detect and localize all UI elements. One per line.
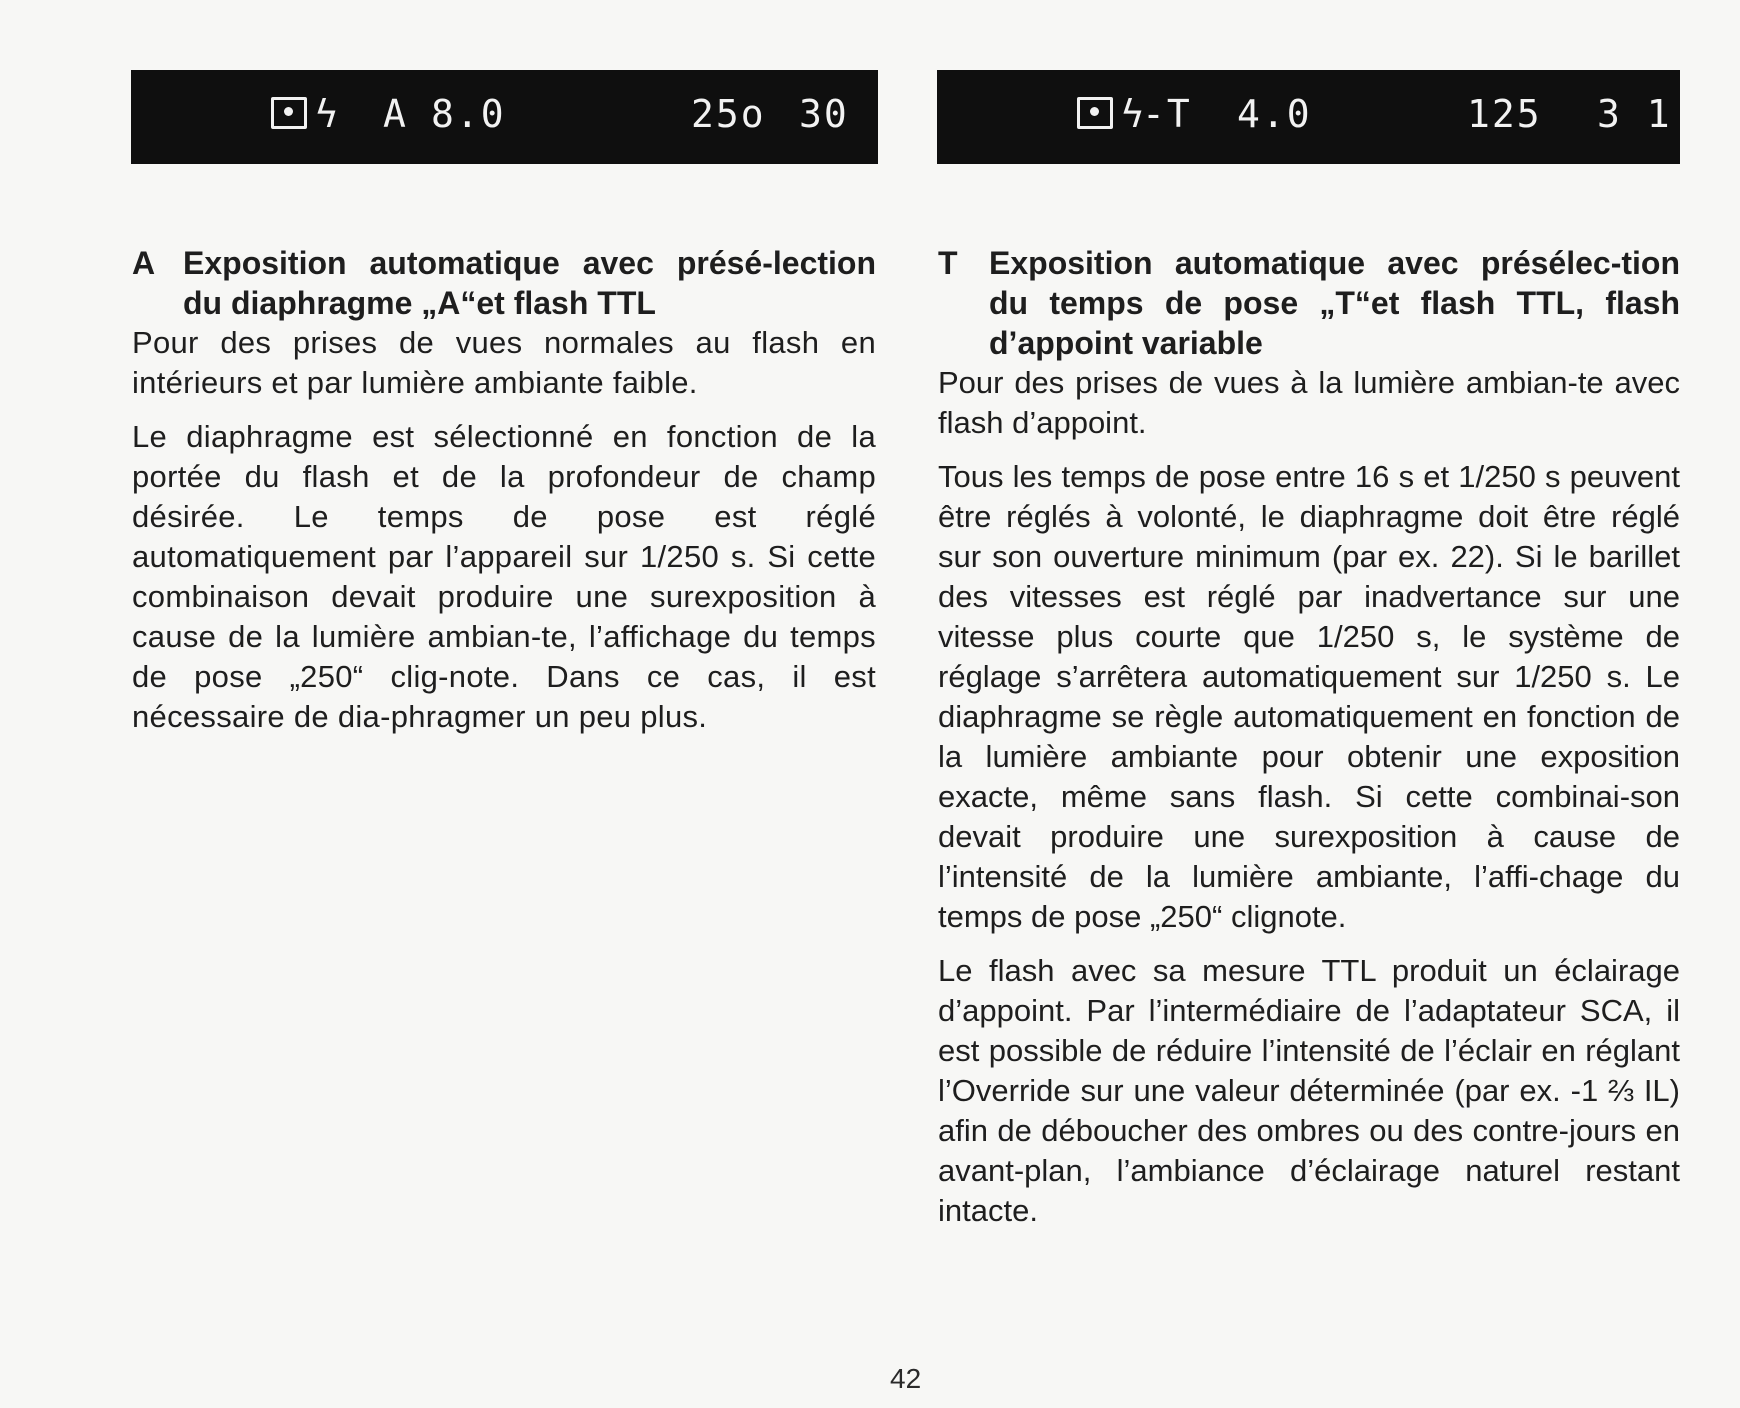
- flash-ttl-icon: ϟ: [1077, 92, 1146, 136]
- paragraph: Le flash avec sa mesure TTL produit un éclairage d’appoint. Par l’intermédiaire de l’adaptateur SCA, il est possible de réduire l’intensité de l’éclair en réglant l’Override sur une valeur déterminée (par ex. -1 ⅔ IL) afin de déboucher des ombres ou des contre-jours en avant-plan, l’ambiance d’éclairage naturel restant intacte.: [938, 953, 1680, 1228]
- display-iso: 3 1: [1597, 92, 1672, 136]
- display-mode: A: [383, 92, 408, 136]
- display-shutter: 125: [1467, 92, 1542, 136]
- section-heading: [132, 243, 876, 323]
- display-iso: 30: [799, 92, 849, 136]
- display-mode: -T: [1142, 92, 1192, 136]
- display-aperture: 8.0: [431, 92, 506, 136]
- display-shutter: 25o: [691, 92, 766, 136]
- heading-text: Exposition automatique avec présé-lection du diaphragme „A“et flash TTL: [183, 245, 876, 321]
- section-letter: T: [938, 245, 958, 281]
- section-shutter-priority: [938, 243, 1680, 1245]
- heading-text: Exposition automatique avec présélec-tion du temps de pose „T“et flash TTL, flash d’appoint variable: [989, 245, 1680, 361]
- paragraph: Pour des prises de vues à la lumière ambian-te avec flash d’appoint.: [938, 365, 1680, 440]
- viewfinder-display-shutter-priority: [937, 70, 1680, 164]
- section-aperture-priority: [132, 243, 876, 751]
- paragraph: Le diaphragme est sélectionné en fonction de la portée du flash et de la profondeur de champ désirée. Le temps de pose est réglé automatiquement par l’appareil sur 1/250 s. Si cette combinaison devait produire une surexposition à cause de la lumière ambian-te, l’affichage du temps de pose „250“ clig-note. Dans ce cas, il est nécessaire de dia-phragmer un peu plus.: [132, 419, 876, 734]
- page-number: 42: [890, 1363, 922, 1394]
- section-letter: A: [132, 245, 156, 281]
- section-heading: [938, 243, 1680, 363]
- display-aperture: 4.0: [1237, 92, 1312, 136]
- flash-ttl-icon: ϟ: [271, 92, 340, 136]
- paragraph: Tous les temps de pose entre 16 s et 1/250 s peuvent être réglés à volonté, le diaphragme doit être réglé sur son ouverture minimum (par ex. 22). Si le barillet des vitesses est réglé par inadvertance sur une vitesse plus courte que 1/250 s, le système de réglage s’arrêtera automatiquement sur 1/250 s. Le diaphragme se règle automatiquement en fonction de la lumière ambiante pour obtenir une exposition exacte, même sans flash. Si cette combinai-son devait produire une surexposition à cause de l’intensité de la lumière ambiante, l’affi-chage du temps de pose „250“ clignote.: [938, 459, 1680, 934]
- paragraph: Pour des prises de vues normales au flash en intérieurs et par lumière ambiante faible.: [132, 325, 876, 400]
- viewfinder-display-aperture-priority: [131, 70, 878, 164]
